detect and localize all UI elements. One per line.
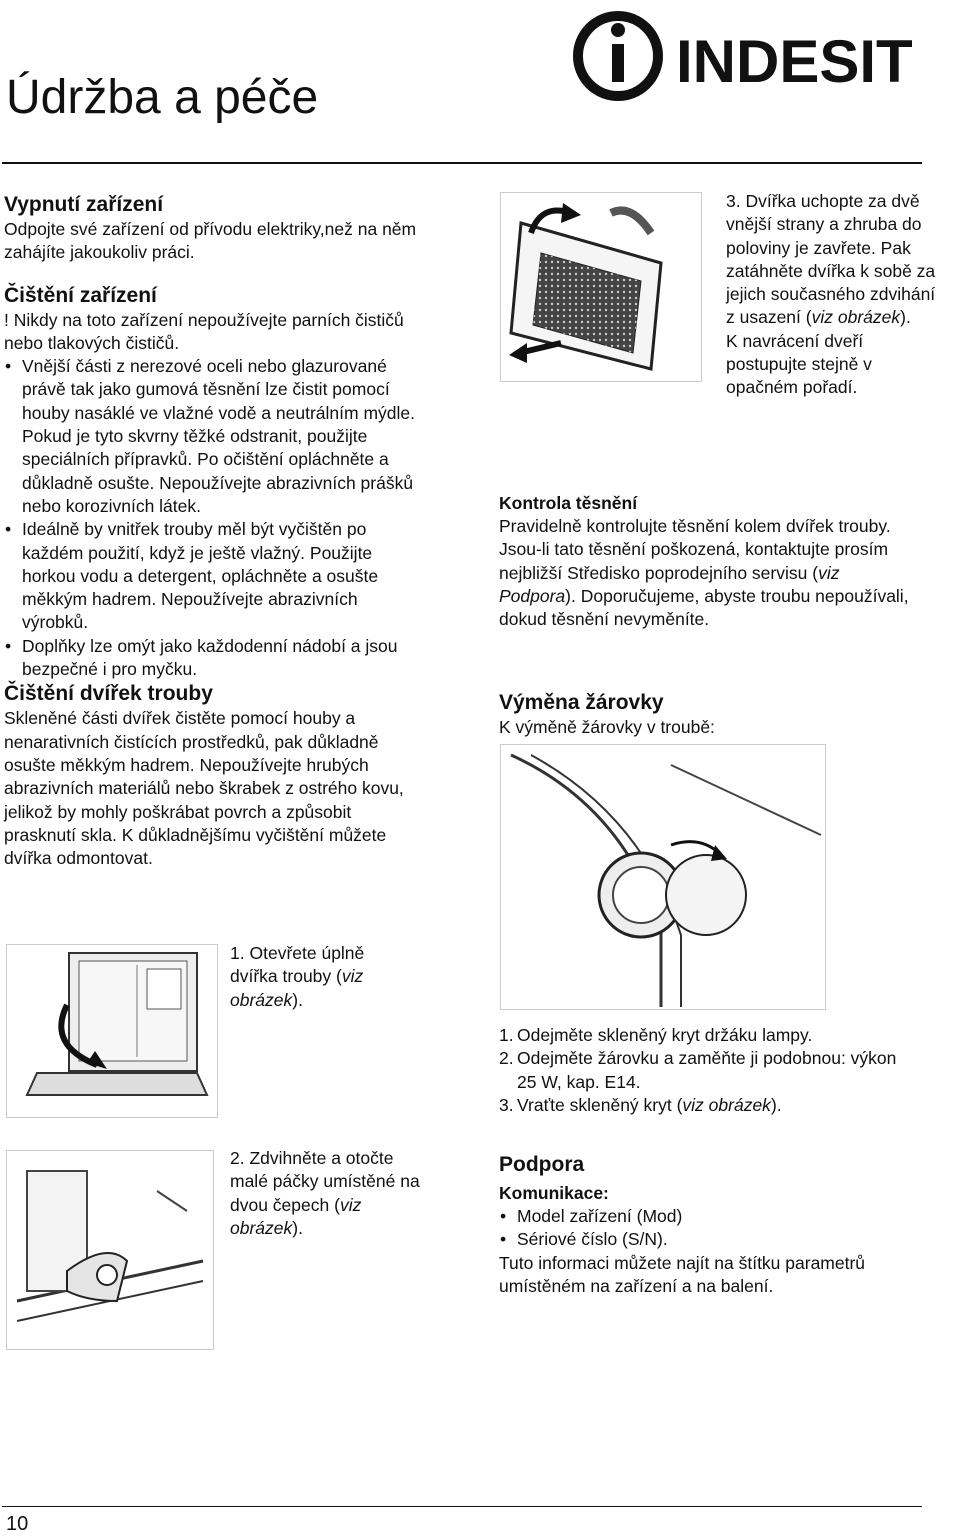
step-ref: viz obrázek (811, 307, 901, 328)
list-item: 2. Odejměte žárovku a zaměňte ji podobnou: výkon 25 W, kap. E14. (499, 1048, 897, 1092)
list-item: • Vnější části z nerezové oceli nebo glazurované právě tak jako gumová těsnění lze čistit pomocí houby nasáklé ve vlažné vodě a neutrálním mýdle. Pokud je tyto skvrny těžké odstranit, použijte speciálních přípravků. Po očištění opláchněte a důkladně osušte. Nepoužívejte abrazivních prášků nebo korozivních látek. (4, 355, 424, 518)
support-section (499, 1152, 919, 1298)
page-number: 10 (6, 1513, 29, 1535)
support-text: Tuto informaci můžete najít na štítku parametrů umístěném na zařízení a na balení. (499, 1252, 866, 1296)
list-item: • Doplňky lze omýt jako každodenní nádobí a jsou bezpečné i pro myčku. (4, 635, 424, 682)
bulb-intro: K výměně žárovky v troubě: (499, 717, 715, 737)
support-subheading: Komunikace: (499, 1183, 609, 1203)
hinge-figure (6, 1150, 214, 1350)
cleaning-bullets (4, 355, 424, 681)
list-item: • Sériové číslo (S/N). (499, 1228, 919, 1251)
oven-open-figure (6, 944, 218, 1118)
support-heading: Podpora (499, 1153, 585, 1176)
door-step-2: 2. Zdvihněte a otočte malé páčky umístěné na dvou čepech (viz obrázek). (230, 1148, 420, 1238)
cleaning-heading: Čištění zařízení (4, 283, 157, 307)
list-item: • Ideálně by vnitřek trouby měl být vyčištěn po každém použití, když je ještě vlažný. Použijte horkou vodu a detergent, opláchněte a osušte měkkým hadrem. Nepoužívejte abrazivních výrobků. (4, 518, 424, 634)
step-number: 3. (726, 191, 741, 211)
step-ref: viz obrázek (230, 1194, 362, 1238)
door-step-1: 1. Otevřete úplně dvířka trouby (viz obrázek). (230, 943, 365, 1010)
seal-section (499, 492, 909, 631)
list-item: 3. Vraťte skleněný kryt (viz obrázek). (499, 1094, 782, 1115)
seal-heading: Kontrola těsnění (499, 493, 638, 513)
list-item: • Model zařízení (Mod) (499, 1205, 919, 1228)
header-rule (2, 162, 922, 164)
door-heading: Čištění dvířek trouby (4, 682, 213, 706)
cleaning-intro: ! Nikdy na toto zařízení nepoužívejte parních čističů nebo tlakových čističů. (4, 309, 404, 353)
indesit-logo (572, 8, 960, 104)
door-text: Skleněné části dvířek čistěte pomocí houby a nenarativních čistících prostředků, pak důkladně osušte měkkým hadrem. Nepoužívejte hrubých abrazivních materiálů nebo škrabek z ostrého kovu, jelikož by mohly poškrábat povrch a způsobit prasknutí skla. K důkladnějšímu vyčištění můžete dvířka odmontovat. (4, 708, 404, 869)
door-step-3: 3. Dvířka uchopte za dvě vnější strany a zhruba do poloviny je zavřete. Pak zatáhněte dvířka k sobě za jejich současného zdvihání z usazení (viz obrázek). K navrácení dveří postupujte stejně v opačném pořadí. (726, 190, 936, 400)
page-title: Údržba a péče (6, 71, 319, 124)
footer-rule (2, 1506, 922, 1507)
bulb-heading: Výměna žárovky (499, 691, 664, 714)
step-number: 2. (230, 1148, 245, 1168)
step-text: Dvířka uchopte za dvě vnější strany a zhruba do poloviny je zavřete. Pak zatáhněte dvířka k sobě za jejich současného zdvihání z usazení ( (726, 191, 936, 328)
step-ref: viz obrázek (230, 966, 364, 1010)
power-heading: Vypnutí zařízení (4, 193, 164, 216)
left-column (4, 192, 424, 870)
door-removal-figure (500, 192, 702, 382)
seal-ref: viz Podpora (499, 562, 840, 606)
step-text: Zdvihněte a otočte malé páčky umístěné na dvou čepech ( (230, 1148, 420, 1215)
bulb-steps (499, 1024, 919, 1117)
step-number: 1. (230, 943, 245, 963)
seal-text: Pravidelně kontrolujte těsnění kolem dvířek trouby. Jsou-li tato těsnění poškozená, kontaktujte prosím nejbližší Středisko poprodejního servisu (viz Podpora). Doporučujeme, abyste troubu nepoužívali, dokud těsnění nevyměníte. (499, 516, 909, 630)
step-text: Otevřete úplně dvířka trouby ( (230, 943, 365, 987)
power-text: Odpojte své zařízení od přívodu elektriky,než na něm zahájíte jakoukoliv práci. (4, 219, 417, 263)
brand-text: INDESIT (676, 28, 913, 95)
bulb-section (499, 690, 919, 739)
step-note: K navrácení dveří postupujte stejně v opačném pořadí. (726, 330, 872, 398)
support-items (499, 1205, 919, 1252)
list-item: 1. Odejměte skleněný kryt držáku lampy. (499, 1025, 813, 1045)
lamp-figure (500, 744, 826, 1010)
